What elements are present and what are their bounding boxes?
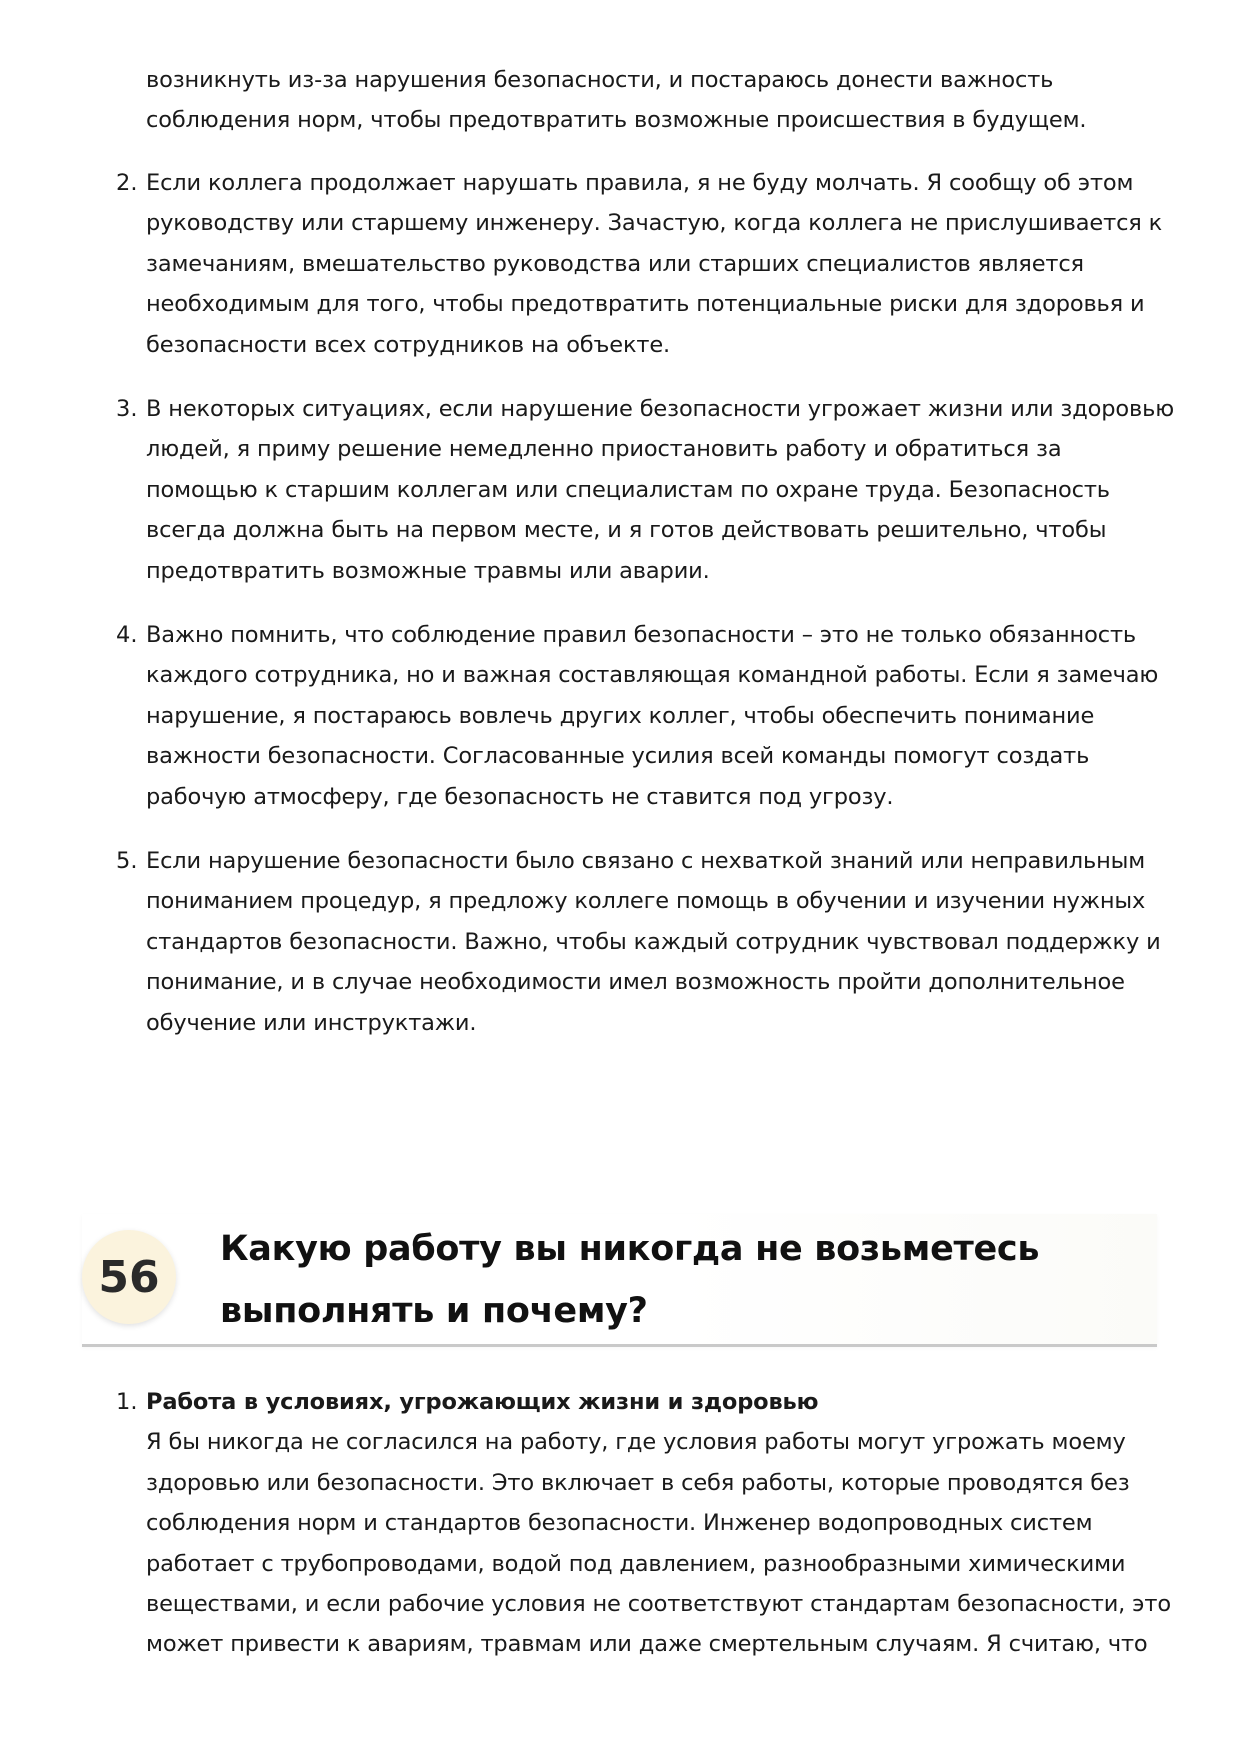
text-line: пониманием процедур, я предложу коллеге помощь в обучении и изучении нужных: [146, 888, 1146, 915]
list-number: 2.: [116, 170, 138, 196]
text-line: Важно помнить, что соблюдение правил безопасности – это не только обязанность: [146, 622, 1137, 648]
answer-item-1: [146, 1382, 1171, 1665]
text-line: веществами, и если рабочие условия не соответствуют стандартам безопасности, это: [146, 1591, 1171, 1618]
text-line: обучение или инструктажи.: [146, 1009, 477, 1036]
text-line: понимание, и в случае необходимости имел возможность пройти дополнительное: [146, 969, 1125, 996]
text-line: здоровью или безопасности. Это включает в себя работы, которые проводятся без: [146, 1469, 1130, 1496]
text-line: Я бы никогда не согласился на работу, где условия работы могут угрожать моему: [146, 1429, 1126, 1456]
text-line: соблюдения норм, чтобы предотвратить возможные происшествия в будущем.: [146, 107, 1087, 134]
title-line: Какую работу вы никогда не возьметесь: [220, 1229, 1040, 1269]
question-number-badge: 56: [82, 1230, 176, 1324]
list-item-2: [146, 163, 1163, 365]
title-line: выполнять и почему?: [220, 1291, 648, 1331]
text-line: всегда должна быть на первом месте, и я готов действовать решительно, чтобы: [146, 517, 1107, 544]
text-line: работает с трубопроводами, водой под давлением, разнообразными химическими: [146, 1550, 1126, 1577]
text-line: соблюдения норм и стандартов безопасности. Инженер водопроводных систем: [146, 1510, 1093, 1537]
text-line: рабочую атмосферу, где безопасность не ставится под угрозу.: [146, 783, 894, 810]
text-line: возникнуть из-за нарушения безопасности, и постараюсь донести важность: [146, 67, 1054, 93]
list-item-3: [146, 389, 1175, 591]
text-line: предотвратить возможные травмы или аварии.: [146, 557, 710, 584]
text-line: Если нарушение безопасности было связано с нехваткой знаний или неправильным: [146, 848, 1146, 874]
text-line: важности безопасности. Согласованные усилия всей команды помогут создать: [146, 743, 1090, 770]
list-item-1-continuation: [146, 60, 1156, 141]
list-item-5: [146, 841, 1161, 1043]
question-title: [220, 1218, 1140, 1342]
list-item-4: [146, 615, 1159, 817]
list-number: 4.: [116, 622, 138, 648]
list-number: 5.: [116, 848, 138, 874]
answer-heading: Работа в условиях, угрожающих жизни и здоровью: [146, 1389, 819, 1415]
text-line: стандартов безопасности. Важно, чтобы каждый сотрудник чувствовал поддержку и: [146, 928, 1161, 955]
text-line: помощью к старшим коллегам или специалистам по охране труда. Безопасность: [146, 476, 1110, 503]
text-line: В некоторых ситуациях, если нарушение безопасности угрожает жизни или здоровью: [146, 396, 1175, 422]
text-line: нарушение, я постараюсь вовлечь других коллег, чтобы обеспечить понимание: [146, 702, 1095, 729]
text-line: Если коллега продолжает нарушать правила, я не буду молчать. Я сообщу об этом: [146, 170, 1134, 196]
text-line: необходимым для того, чтобы предотвратить потенциальные риски для здоровья и: [146, 291, 1145, 318]
text-line: людей, я приму решение немедленно приостановить работу и обратиться за: [146, 436, 1062, 463]
text-line: каждого сотрудника, но и важная составляющая командной работы. Если я замечаю: [146, 662, 1159, 689]
list-number: 1.: [116, 1389, 138, 1415]
text-line: замечаниям, вмешательство руководства или старших специалистов является: [146, 250, 1084, 277]
text-line: руководству или старшему инженеру. Зачастую, когда коллега не прислушивается к: [146, 210, 1163, 237]
text-line: безопасности всех сотрудников на объекте.: [146, 331, 671, 358]
list-number: 3.: [116, 396, 138, 422]
question-divider: [82, 1344, 1157, 1347]
text-line: может привести к авариям, травмам или даже смертельным случаям. Я считаю, что: [146, 1631, 1148, 1658]
